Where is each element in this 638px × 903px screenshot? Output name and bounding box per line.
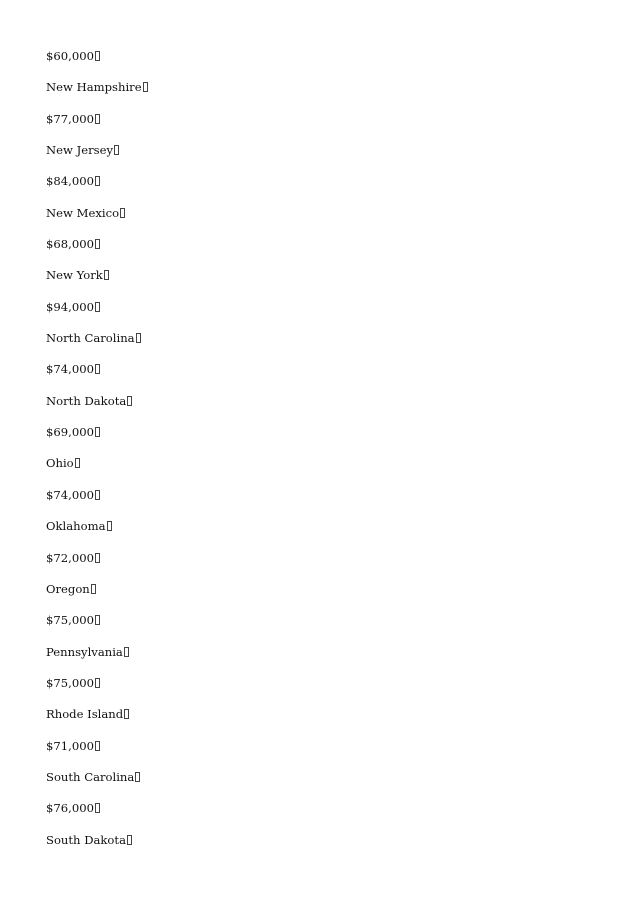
text-line <box>46 550 148 581</box>
line-text: $72,000 <box>46 550 94 565</box>
text-line <box>46 644 148 675</box>
line-text: $71,000 <box>46 738 94 753</box>
line-text: $77,000 <box>46 111 94 126</box>
missing-glyph-icon <box>135 772 140 782</box>
line-text: New Mexico <box>46 205 120 220</box>
text-line <box>46 455 148 486</box>
text-line <box>46 48 148 79</box>
missing-glyph-icon <box>75 458 80 468</box>
line-text: New Hampshire <box>46 80 142 95</box>
text-line <box>46 361 148 392</box>
line-text: South Carolina <box>46 769 135 784</box>
missing-glyph-icon <box>120 208 125 218</box>
line-text: Ohio <box>46 456 74 471</box>
missing-glyph-icon <box>95 803 100 813</box>
missing-glyph-icon <box>95 176 100 186</box>
line-text: Rhode Island <box>46 707 124 722</box>
missing-glyph-icon <box>95 553 100 563</box>
missing-glyph-icon <box>91 584 96 594</box>
line-text: $94,000 <box>46 299 94 314</box>
missing-glyph-icon <box>95 364 100 374</box>
line-text: Oklahoma <box>46 519 106 534</box>
line-text: $76,000 <box>46 801 94 816</box>
text-line <box>46 832 148 863</box>
missing-glyph-icon <box>127 396 132 406</box>
missing-glyph-icon <box>95 302 100 312</box>
line-text: $75,000 <box>46 613 94 628</box>
text-line <box>46 205 148 236</box>
missing-glyph-icon <box>124 709 129 719</box>
missing-glyph-icon <box>136 333 141 343</box>
missing-glyph-icon <box>107 521 112 531</box>
line-text: New York <box>46 268 103 283</box>
missing-glyph-icon <box>95 427 100 437</box>
text-line <box>46 769 148 800</box>
missing-glyph-icon <box>104 270 109 280</box>
line-text: North Carolina <box>46 331 135 346</box>
text-line <box>46 738 148 769</box>
text-line <box>46 800 148 831</box>
line-text: $60,000 <box>46 49 94 63</box>
text-line <box>46 675 148 706</box>
missing-glyph-icon <box>95 741 100 751</box>
line-text: Pennsylvania <box>46 644 123 659</box>
missing-glyph-icon <box>143 82 148 92</box>
text-line <box>46 330 148 361</box>
text-line <box>46 173 148 204</box>
text-line <box>46 111 148 142</box>
line-text: South Dakota <box>46 832 126 847</box>
text-line <box>46 236 148 267</box>
missing-glyph-icon <box>95 239 100 249</box>
line-text: $74,000 <box>46 362 94 377</box>
line-text: New Jersey <box>46 143 114 158</box>
line-text: $68,000 <box>46 237 94 252</box>
text-line <box>46 142 148 173</box>
missing-glyph-icon <box>95 490 100 500</box>
missing-glyph-icon <box>114 145 119 155</box>
line-text: North Dakota <box>46 393 127 408</box>
missing-glyph-icon <box>95 678 100 688</box>
text-line <box>46 706 148 737</box>
text-line <box>46 79 148 110</box>
line-text: $84,000 <box>46 174 94 189</box>
text-line <box>46 612 148 643</box>
text-line <box>46 424 148 455</box>
text-lines <box>46 48 148 863</box>
text-line <box>46 518 148 549</box>
text-line <box>46 299 148 330</box>
line-text: $74,000 <box>46 487 94 502</box>
missing-glyph-icon <box>127 835 132 845</box>
line-text: $69,000 <box>46 425 94 440</box>
text-line <box>46 581 148 612</box>
text-line <box>46 267 148 298</box>
missing-glyph-icon <box>95 114 100 124</box>
text-line <box>46 393 148 424</box>
line-text: Oregon <box>46 581 90 596</box>
line-text: $75,000 <box>46 675 94 690</box>
missing-glyph-icon <box>95 51 100 61</box>
missing-glyph-icon <box>124 647 129 657</box>
missing-glyph-icon <box>95 615 100 625</box>
text-line <box>46 487 148 518</box>
